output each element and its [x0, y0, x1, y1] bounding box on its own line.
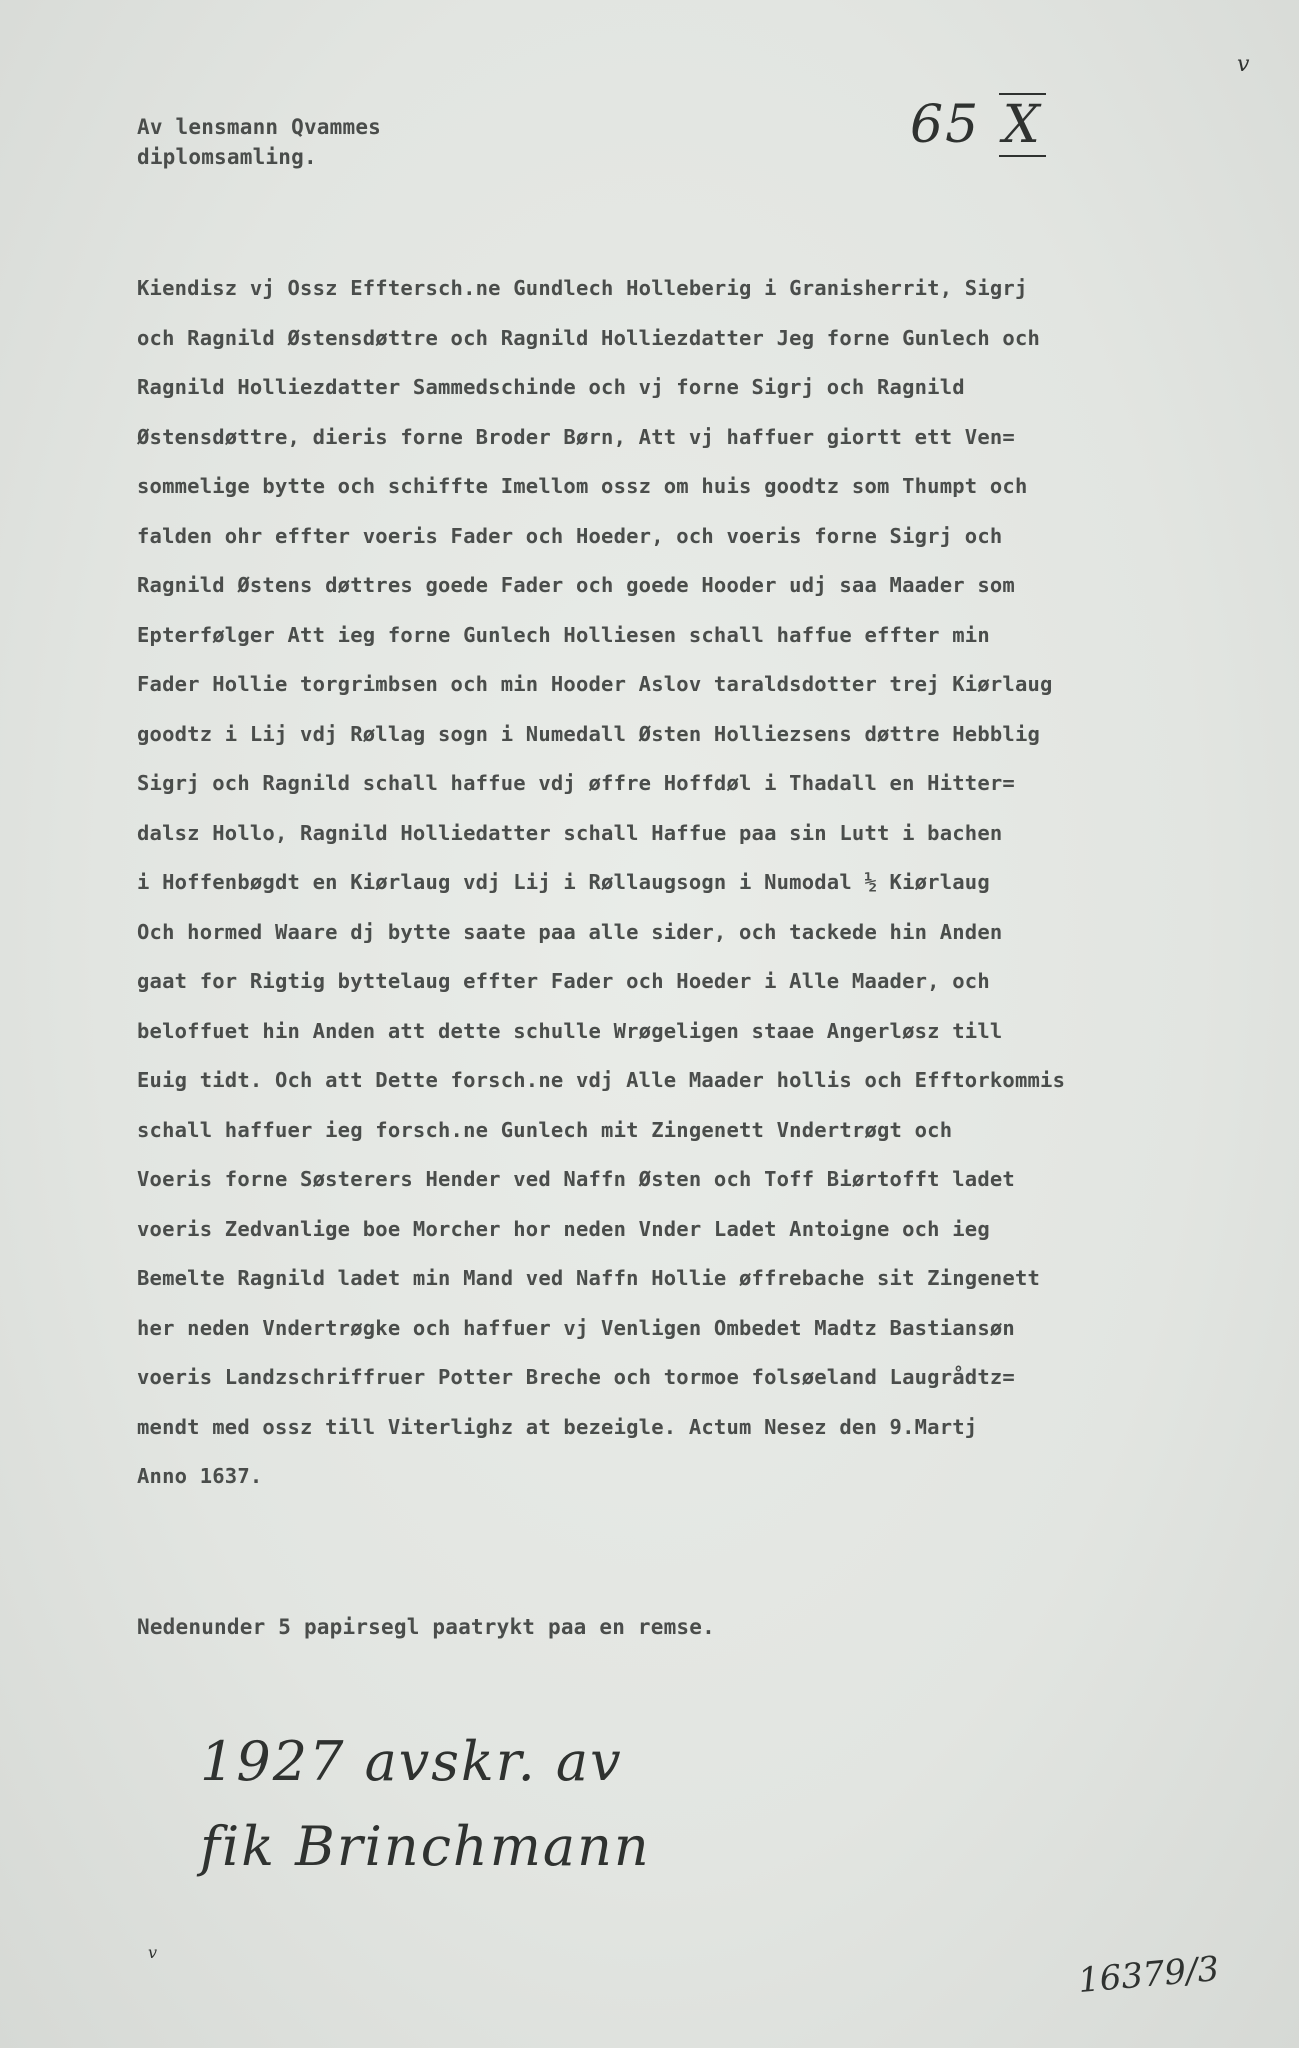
collection-header — [137, 112, 381, 172]
folio-number: 65 — [910, 95, 981, 155]
handwritten-note-line-1: 1927 avskr. av — [200, 1730, 623, 1793]
transcription-line: och Ragnild Østensdøttre och Ragnild Holliezdatter Jeg forne Gunlech och — [137, 325, 1041, 350]
transcription-line: Østensdøttre, dieris forne Broder Børn, Att vj haffuer giortt ett Ven= — [137, 424, 1015, 449]
header-line-2: diplomsamling. — [137, 145, 317, 169]
transcription-line: Ragnild Østens døttres goede Fader och goede Hooder udj saa Maader som — [137, 573, 1015, 597]
transcription-line: beloffuet hin Anden att dette schulle Wrøgeligen staae Angerløsz till — [137, 1018, 1003, 1043]
transcription-line: voeris Zedvanlige boe Morcher hor neden Vnder Ladet Antoigne och ieg — [137, 1216, 990, 1241]
transcription-line: Voeris forne Søsterers Hender ved Naffn Østen och Toff Biørtofft ladet — [137, 1167, 1015, 1191]
transcription-line: Fader Hollie torgrimbsen och min Hooder Aslov taraldsdotter trej Kiørlaug — [137, 672, 1053, 696]
transcription-line: Euig tidt. Och att Dette forsch.ne vdj Alle Maader hollis och Efftorkommis — [137, 1068, 1066, 1092]
transcription-line: Epterfølger Att ieg forne Gunlech Holliesen schall haffue effter min — [137, 622, 990, 647]
transcription-line: i Hoffenbøgdt en Kiørlaug vdj Lij i Røllaugsogn i Numodal ½ Kiørlaug — [137, 870, 990, 894]
transcription-line: mendt med ossz till Viterlighz at bezeigle. Actum Nesez den 9.Martj — [137, 1414, 978, 1439]
transcription-line: falden ohr effter voeris Fader och Hoeder, och voeris forne Sigrj och — [137, 523, 1003, 548]
transcription-line: Sigrj och Ragnild schall haffue vdj øffre Hoffdøl i Thadall en Hitter= — [137, 771, 1015, 795]
folio-mark — [910, 95, 1046, 155]
transcription-line: gaat for Rigtig byttelaug effter Fader och Hoeder i Alle Maader, och — [137, 969, 990, 993]
transcription-line: Bemelte Ragnild ladet min Mand ved Naffn Hollie øffrebache sit Zingenett — [137, 1266, 1041, 1290]
seal-footnote: Nedenunder 5 papirsegl paatrykt paa en remse. — [137, 1615, 715, 1639]
header-line-1: Av lensmann Qvammes — [137, 115, 382, 139]
transcription-line: goodtz i Lij vdj Røllag sogn i Numedall Østen Holliezsens døttre Hebblig — [137, 721, 1041, 746]
transcription-line: her neden Vndertrøgke och haffuer vj Venligen Ombedet Madtz Bastiansøn — [137, 1315, 1015, 1340]
transcription-line: Kiendisz vj Ossz Efftersch.ne Gundlech Holleberig i Granisherrit, Sigrj — [137, 276, 1028, 300]
transcription-line: sommelige bytte och schiffte Imellom ossz om huis goodtz som Thumpt och — [137, 474, 1028, 498]
folio-roman: X — [999, 93, 1046, 157]
small-mark: v — [148, 1943, 158, 1962]
transcription-line: schall haffuer ieg forsch.ne Gunlech mit Zingenett Vndertrøgt och — [137, 1117, 953, 1142]
handwritten-note-line-2: fik Brinchmann — [200, 1815, 651, 1878]
diploma-transcription — [137, 264, 1257, 1502]
corner-checkmark: v — [1237, 52, 1250, 77]
transcription-line: Och hormed Waare dj bytte saate paa alle sider, och tackede hin Anden — [137, 919, 1003, 944]
transcription-line: voeris Landzschriffruer Potter Breche och tormoe folsøeland Laugrådtz= — [137, 1365, 1015, 1389]
archive-number: 16379/3 — [1076, 1948, 1221, 2002]
transcription-line: Anno 1637. — [137, 1464, 263, 1488]
transcription-line: dalsz Hollo, Ragnild Holliedatter schall Haffue paa sin Lutt i bachen — [137, 820, 1003, 845]
transcription-line: Ragnild Holliezdatter Sammedschinde och vj forne Sigrj och Ragnild — [137, 375, 965, 399]
